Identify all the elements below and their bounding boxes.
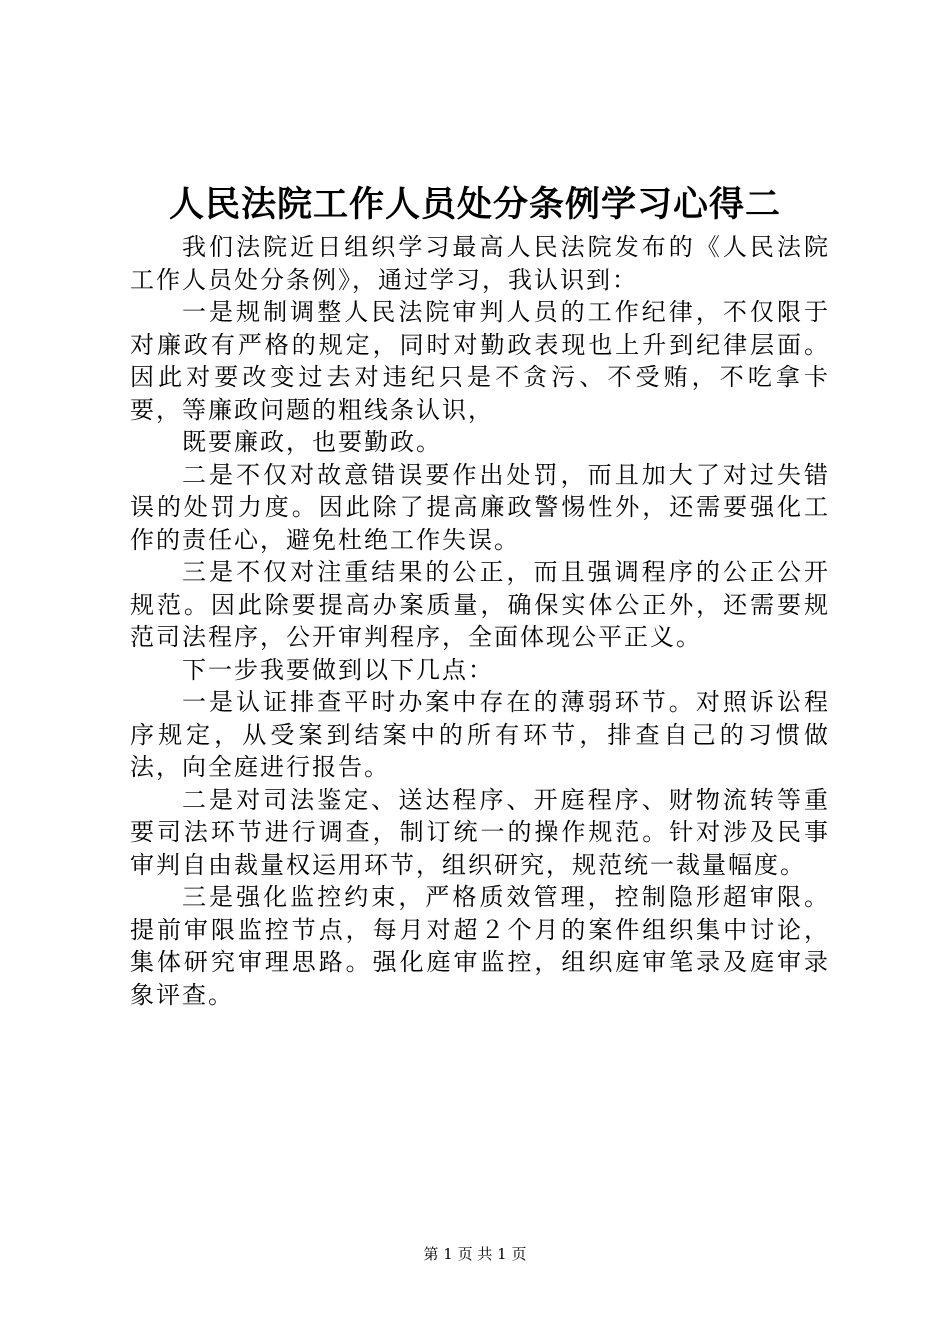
document-body	[130, 231, 830, 1011]
paragraph-step-1: 一是认证排查平时办案中存在的薄弱环节。对照诉讼程序规定，从受案到结案中的所有环节，排查自己的习惯做法，向全庭进行报告。	[130, 688, 830, 781]
paragraph-step-3: 三是强化监控约束，严格质效管理，控制隐形超审限。提前审限监控节点，每月对超２个月的案件组织集中讨论，集体研究审理思路。强化庭审监控，组织庭审笔录及庭审录象评查。	[130, 883, 830, 1009]
paragraph-point-2: 二是不仅对故意错误要作出处罚，而且加大了对过失错误的处罚力度。因此除了提高廉政警惕性外，还需要强化工作的责任心，避免杜绝工作失误。	[130, 460, 830, 554]
page-number-footer: 第 1 页 共 1 页	[423, 1245, 527, 1263]
paragraph-point-1: 一是规制调整人民法院审判人员的工作纪律，不仅限于对廉政有严格的规定，同时对勤政表现也上升到纪律层面。因此对要改变过去对违纪只是不贪污、不受贿，不吃拿卡要，等廉政问题的粗线条认识，	[130, 298, 830, 424]
paragraph-next-steps-heading: 下一步我要做到以下几点：	[182, 655, 494, 684]
paragraph-step-2: 二是对司法鉴定、送达程序、开庭程序、财物流转等重要司法环节进行调查，制订统一的操作规范。针对涉及民事审判自由裁量权运用环节，组织研究，规范统一裁量幅度。	[130, 785, 830, 879]
document-title: 人民法院工作人员处分条例学习心得二	[168, 184, 781, 226]
paragraph-point-1-continued: 既要廉政，也要勤政。	[182, 428, 442, 456]
paragraph-point-3: 三是不仅对注重结果的公正，而且强调程序的公正公开规范。因此除要提高办案质量，确保实体公正外，还需要规范司法程序，公开审判程序，全面体现公平正义。	[130, 558, 830, 651]
paragraph-intro: 我们法院近日组织学习最高人民法院发布的《人民法院工作人员处分条例》，通过学习，我认识到：	[130, 233, 830, 294]
